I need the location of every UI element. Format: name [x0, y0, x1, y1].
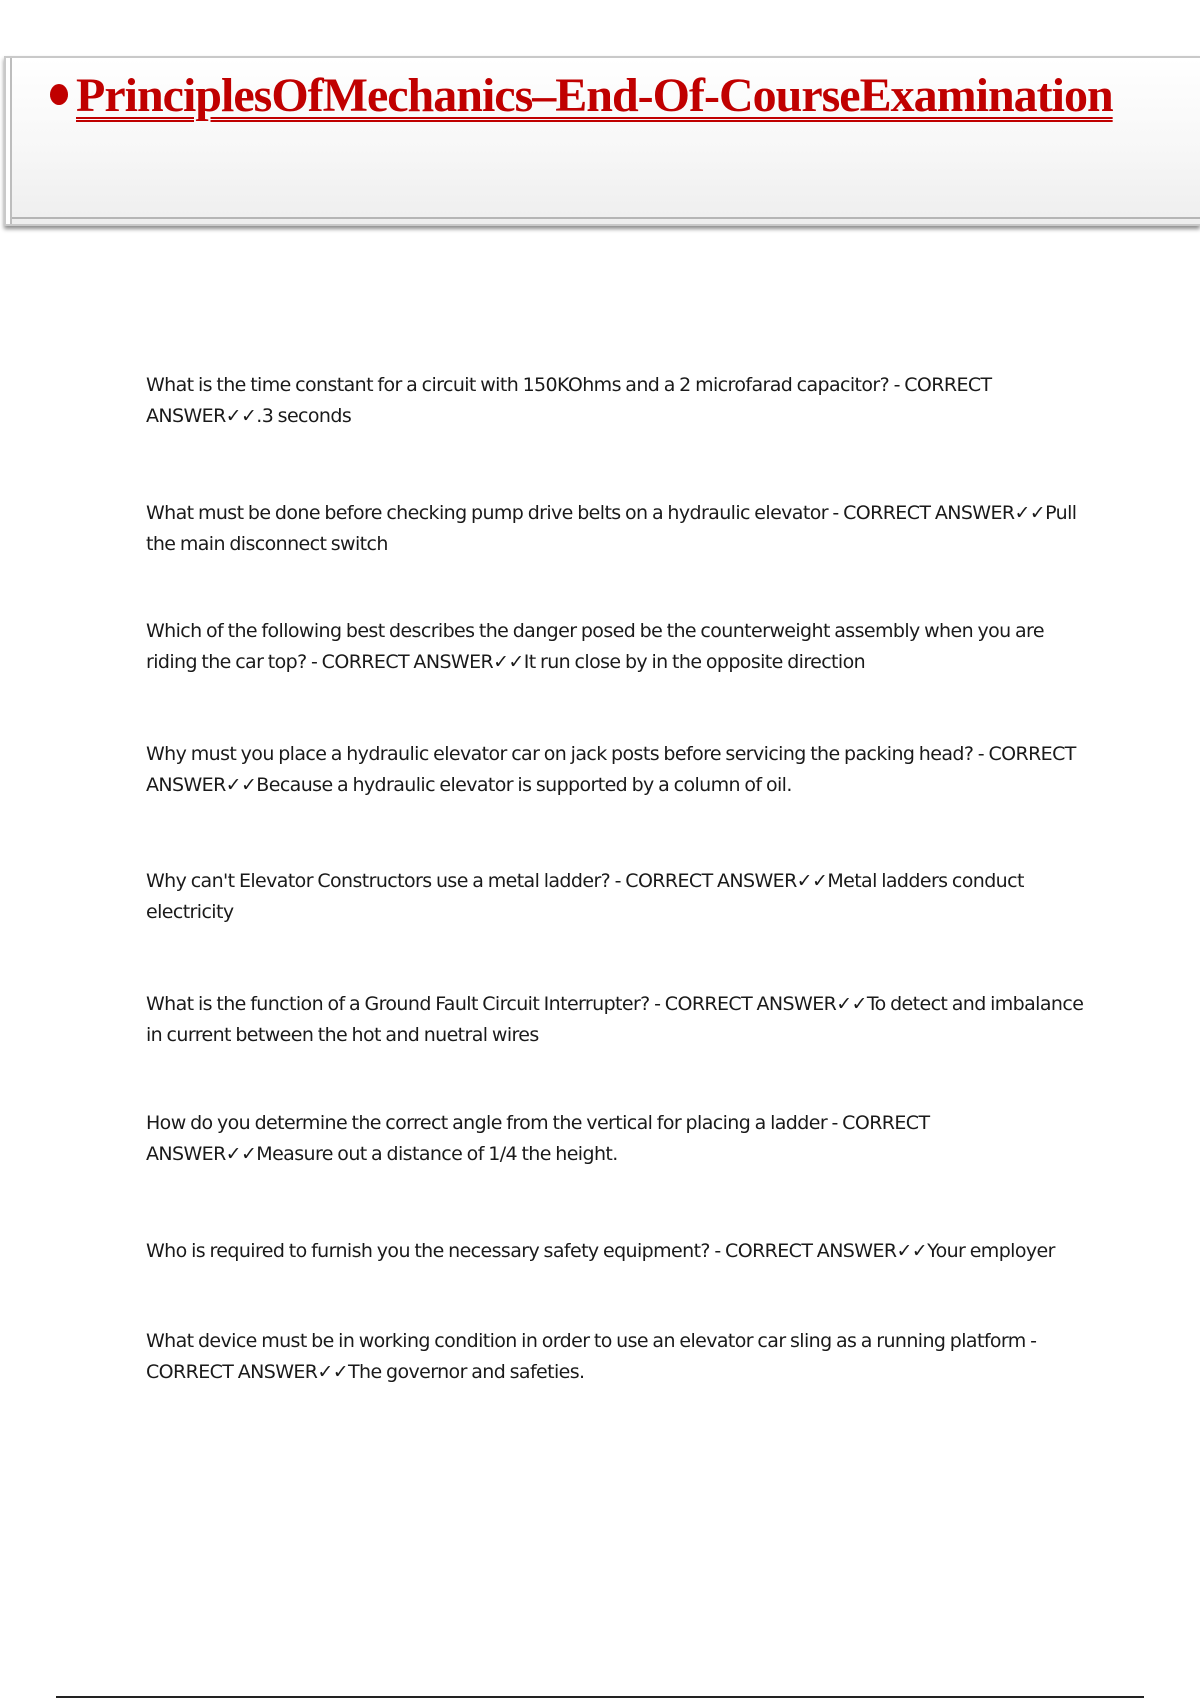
bullet-icon	[50, 84, 68, 105]
qa-item: Which of the following best describes the danger posed be the counterweight assembly when you are riding the car top? - CORRECT ANSWER✓✓It run close by in the opposite direction	[146, 620, 1044, 673]
qa-item: What must be done before checking pump drive belts on a hydraulic elevator - CORRECT ANSWER✓✓Pull the main disconnect switch	[146, 502, 1077, 555]
footer-divider	[56, 1696, 1144, 1698]
qa-item: What is the function of a Ground Fault Circuit Interrupter? - CORRECT ANSWER✓✓To detect and imbalance in current between the hot and nuetral wires	[146, 993, 1084, 1046]
page-title	[50, 69, 1113, 122]
qa-item: What device must be in working condition in order to use an elevator car sling as a running platform - CORRECT ANSWER✓✓The governor and safeties.	[146, 1330, 1037, 1383]
qa-item: Why can't Elevator Constructors use a metal ladder? - CORRECT ANSWER✓✓Metal ladders conduct electricity	[146, 870, 1024, 923]
qa-item: Who is required to furnish you the necessary safety equipment? - CORRECT ANSWER✓✓Your employer	[146, 1240, 1055, 1262]
qa-item: What is the time constant for a circuit with 150KOhms and a 2 microfarad capacitor? - CORRECT ANSWER✓✓.3 seconds	[146, 374, 992, 427]
title-banner	[4, 56, 1200, 226]
qa-item: How do you determine the correct angle from the vertical for placing a ladder - CORRECT ANSWER✓✓Measure out a distance of 1/4 the height.	[146, 1112, 930, 1165]
qa-item: Why must you place a hydraulic elevator car on jack posts before servicing the packing head? - CORRECT ANSWER✓✓Because a hydraulic elevator is supported by a column of oil.	[146, 743, 1076, 796]
title-text: PrinciplesOfMechanics–End-Of-CourseExamination	[76, 69, 1113, 122]
